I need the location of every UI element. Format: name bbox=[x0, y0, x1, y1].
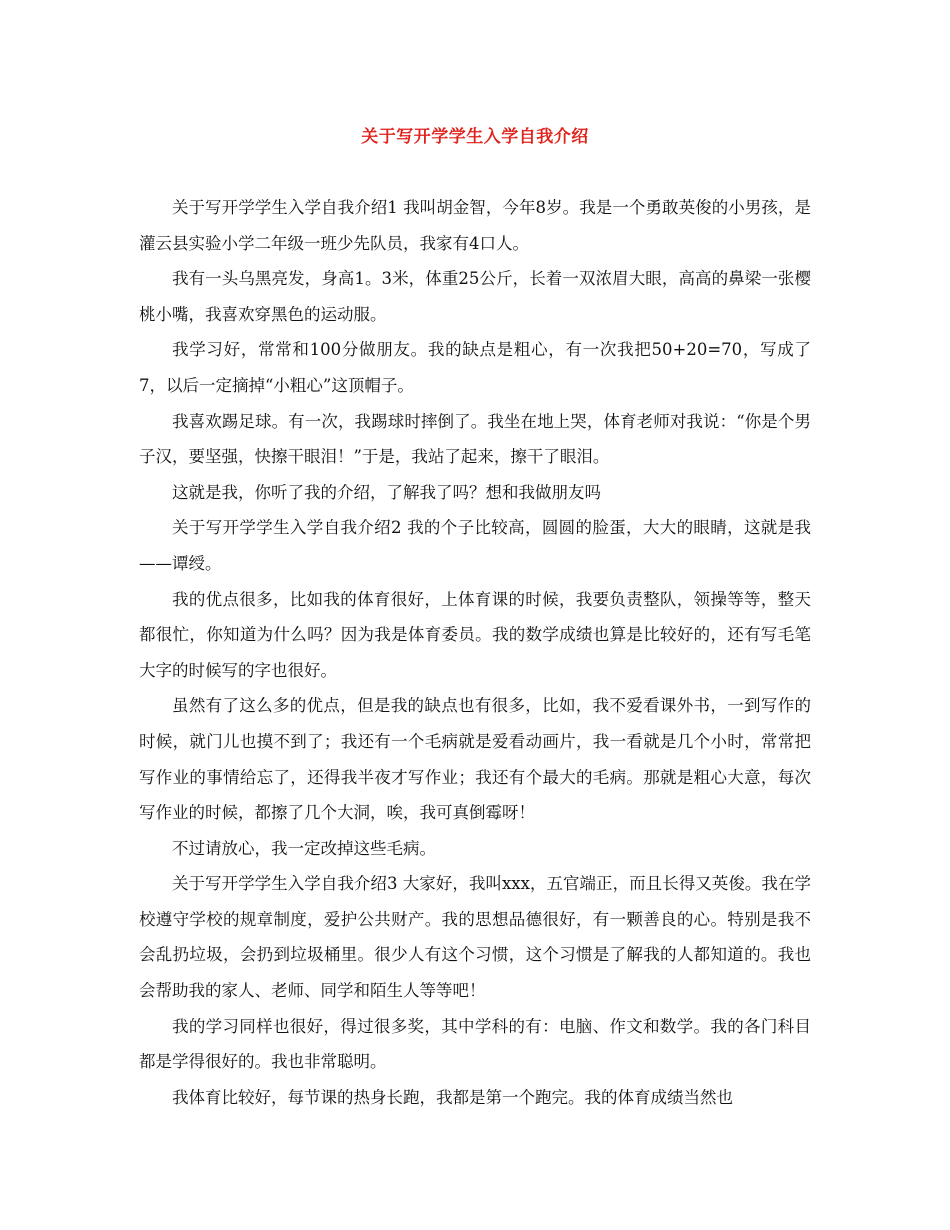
paragraph: 关于写开学学生入学自我介绍1 我叫胡金智，今年8岁。我是一个勇敢英俊的小男孩，是灌云县实验小学二年级一班少先队员，我家有4口人。 bbox=[139, 198, 811, 253]
document-body bbox=[139, 190, 811, 1115]
paragraph: 不过请放心，我一定改掉这些毛病。 bbox=[172, 838, 436, 858]
paragraph: 我喜欢踢足球。有一次，我踢球时摔倒了。我坐在地上哭，体育老师对我说：“你是个男子汉，要坚强，快擦干眼泪！”于是，我站了起来，擦干了眼泪。 bbox=[139, 411, 811, 467]
paragraph: 这就是我，你听了我的介绍，了解我了吗？想和我做朋友吗 bbox=[172, 482, 601, 502]
paragraph: 我体育比较好，每节课的热身长跑，我都是第一个跑完。我的体育成绩当然也 bbox=[172, 1087, 733, 1107]
paragraph: 关于写开学学生入学自我介绍3 大家好，我叫xxx，五官端正，而且长得又英俊。我在学校遵守学校的规章制度，爱护公共财产。我的思想品德很好，有一颗善良的心。特别是我不会乱扔垃圾，会扔到垃圾桶里。很少人有这个习惯，这个习惯是了解我的人都知道的。我也会帮助我的家人、老师、同学和陌生人等等吧！ bbox=[139, 874, 811, 1001]
paragraph: 关于写开学学生入学自我介绍2 我的个子比较高，圆圆的脸蛋，大大的眼睛，这就是我——谭绶。 bbox=[139, 518, 811, 573]
paragraph: 我有一头乌黑亮发，身高1。3米，体重25公斤，长着一双浓眉大眼，高高的鼻梁一张樱桃小嘴，我喜欢穿黑色的运动服。 bbox=[139, 269, 811, 324]
paragraph: 我的学习同样也很好，得过很多奖，其中学科的有：电脑、作文和数学。我的各门科目都是学得很好的。我也非常聪明。 bbox=[139, 1016, 811, 1072]
paragraph: 我的优点很多，比如我的体育很好，上体育课的时候，我要负责整队，领操等等，整天都很忙，你知道为什么吗？因为我是体育委员。我的数学成绩也算是比较好的，还有写毛笔大字的时候写的字也很好。 bbox=[139, 589, 811, 680]
paragraph: 虽然有了这么多的优点，但是我的缺点也有很多，比如，我不爱看课外书，一到写作的时候，就门儿也摸不到了；我还有一个毛病就是爱看动画片，我一看就是几个小时，常常把写作业的事情给忘了，还得我半夜才写作业；我还有个最大的毛病。那就是粗心大意，每次写作业的时候，都擦了几个大洞，唉，我可真倒霉呀！ bbox=[139, 696, 811, 823]
paragraph: 我学习好，常常和100分做朋友。我的缺点是粗心，有一次我把50+20=70，写成了7，以后一定摘掉“小粗心”这顶帽子。 bbox=[139, 340, 811, 395]
document-title: 关于写开学学生入学自我介绍 bbox=[361, 127, 589, 147]
